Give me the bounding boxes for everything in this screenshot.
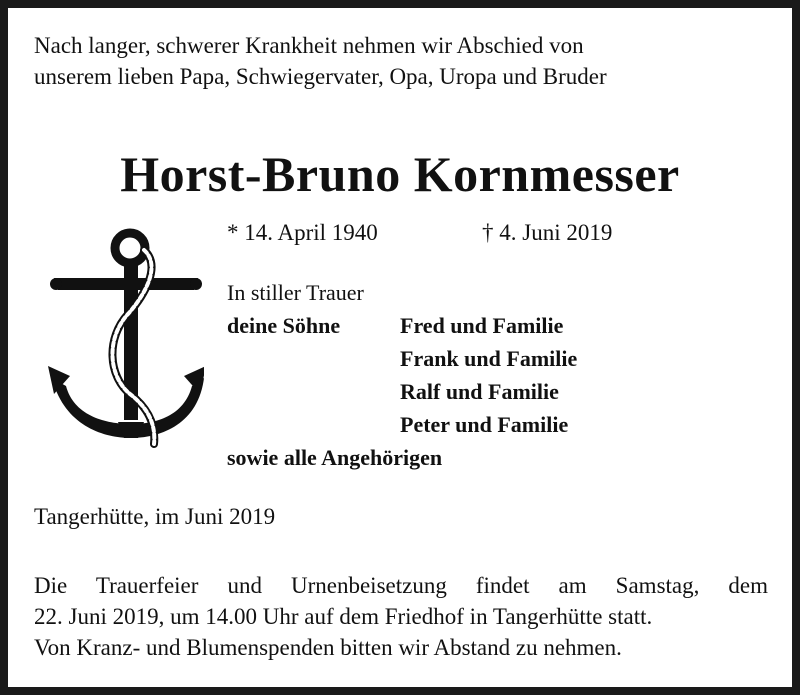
place-date: Tangerhütte, im Juni 2019 [34, 504, 276, 529]
funeral-info-line: Von Kranz- und Blumenspenden bitten wir Abstand zu nehmen. [34, 635, 622, 660]
family-entry: Ralf und Familie [400, 379, 559, 404]
anchor-icon [44, 226, 204, 456]
intro-line: unserem lieben Papa, Schwiegervater, Opa, Uropa und Bruder [34, 64, 607, 89]
intro-line: Nach langer, schwerer Krankheit nehmen wir Abschied von [34, 33, 584, 58]
family-entry: Peter und Familie [400, 412, 569, 437]
family-entry: Fred und Familie [400, 313, 564, 338]
funeral-info-line: Die Trauerfeier und Urnenbeisetzung findet am Samstag, dem [34, 573, 768, 598]
deceased-name: Horst-Bruno Kornmesser [120, 146, 680, 202]
all-relatives: sowie alle Angehörigen [227, 445, 443, 470]
family-entry: Frank und Familie [400, 346, 578, 371]
obituary-notice [8, 8, 792, 687]
funeral-info-line: 22. Juni 2019, um 14.00 Uhr auf dem Friedhof in Tangerhütte statt. [34, 604, 653, 629]
mourning-intro: In stiller Trauer [227, 280, 364, 305]
birth-date: * 14. April 1940 [227, 220, 378, 245]
funeral-info [34, 570, 768, 663]
death-date: † 4. Juni 2019 [482, 220, 613, 245]
sons-label: deine Söhne [227, 313, 341, 338]
intro-text [34, 30, 754, 92]
